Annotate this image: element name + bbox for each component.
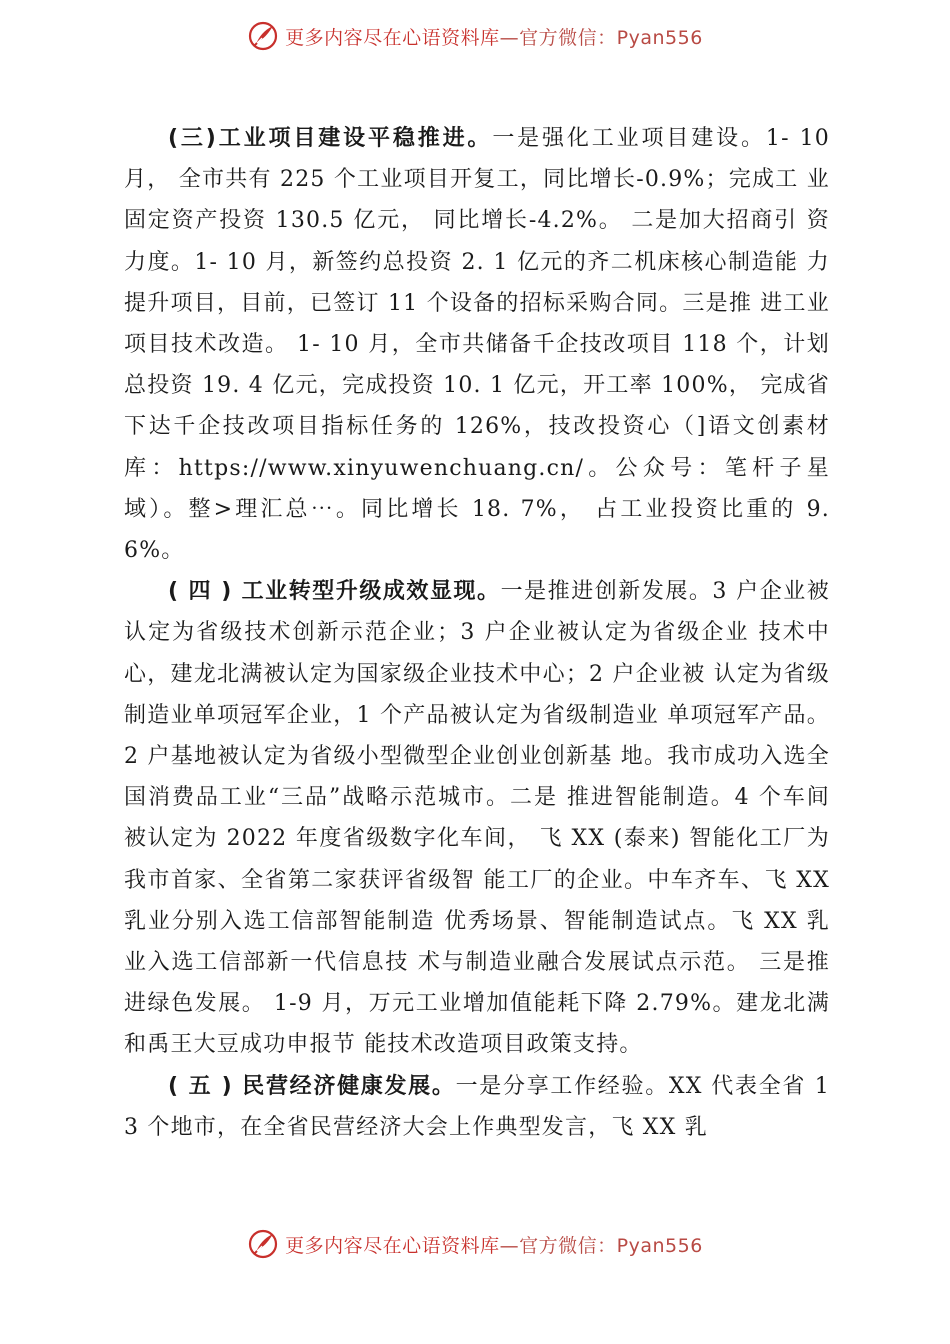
top-banner <box>0 16 950 56</box>
banner-main-text: 更多内容尽在心语资料库 <box>285 26 500 49</box>
section-heading: ( 四 ) 工业转型升级成效显现。 <box>168 579 501 605</box>
section-body: 一是推进创新发展。3 户企业被认定为省级技术创新示范企业；3 户企业被认定为省级企业 技术中心，建龙北满被认定为国家级企业技术中心；2 户企业被 认定为省级制造业单项冠军企业，1 个产品被认定为省级制造业 单项冠军产品。2 户基地被认定为省级小型微型企业创业创新基 地。我市成功入选全国消费品工业“三品”战略示范城市。二是 推进智能制造。4 个车间被认定为 2022 年度省级数字化车间， 飞 XX (泰来) 智能化工厂为我市首家、全省第二家获评省级智 能工厂的企业。中车齐车、飞 XX 乳业分别入选工信部智能制造 优秀场景、智能制造试点。飞 XX 乳业入选工信部新一代信息技 术与制造业融合发展试点示范。 三是推进绿色发展。 1-9 月，万元工业增加值能耗下降 2.79%。建龙北满和禹王大豆成功申报节 能技术改造项目政策支持。 <box>124 579 830 1058</box>
banner-text <box>285 1231 703 1258</box>
banner-main-text: 更多内容尽在心语资料库 <box>285 1234 500 1257</box>
paragraph-section-5 <box>124 1066 830 1148</box>
quill-logo-icon <box>247 1228 279 1260</box>
document-body <box>124 118 830 1148</box>
paragraph-section-3 <box>124 118 830 571</box>
paragraph-section-4 <box>124 571 830 1065</box>
banner-sub-text: —官方微信：Pyan556 <box>499 26 703 49</box>
banner-text <box>285 23 703 50</box>
bottom-banner <box>0 1224 950 1264</box>
section-heading: (三)工业项目建设平稳推进。 <box>168 126 493 151</box>
section-body: 一是强化工业项目建设。1- 10 月， 全市共有 225 个工业项目开复工，同比增长-0.9%；完成工 业固定资产投资 130.5 亿元， 同比增长-4.2%。 二是加大招商引 资力度。1- 10 月，新签约总投资 2. 1 亿元的齐二机床核心制造能 力提升项目，目前，已签订 11 个设备的招标采购合同。三是推 进工业项目技术改造。 1- 10 月，全市共储备千企技改项目 118 个，计划总投资 19. 4 亿元，完成投资 10. 1 亿元，开工率 100%， 完成省下达千企技改项目指标任务的 126%，技改投资心（]语文创素材库：https://www.xinyuwenchuang.cn/。公众号：笔杆子星域）。整>理汇总⋯。同比增长 18. 7%， 占工业投资比重的 9. 6%。 <box>124 126 830 564</box>
section-body: 一是分享工作经验。XX 代表全省 13 个地市，在全省民营经济大会上作典型发言，飞 XX 乳 <box>124 1073 830 1140</box>
section-heading: ( 五 ) 民营经济健康发展。 <box>168 1073 456 1099</box>
banner-sub-text: —官方微信：Pyan556 <box>499 1234 703 1257</box>
quill-logo-icon <box>247 20 279 52</box>
